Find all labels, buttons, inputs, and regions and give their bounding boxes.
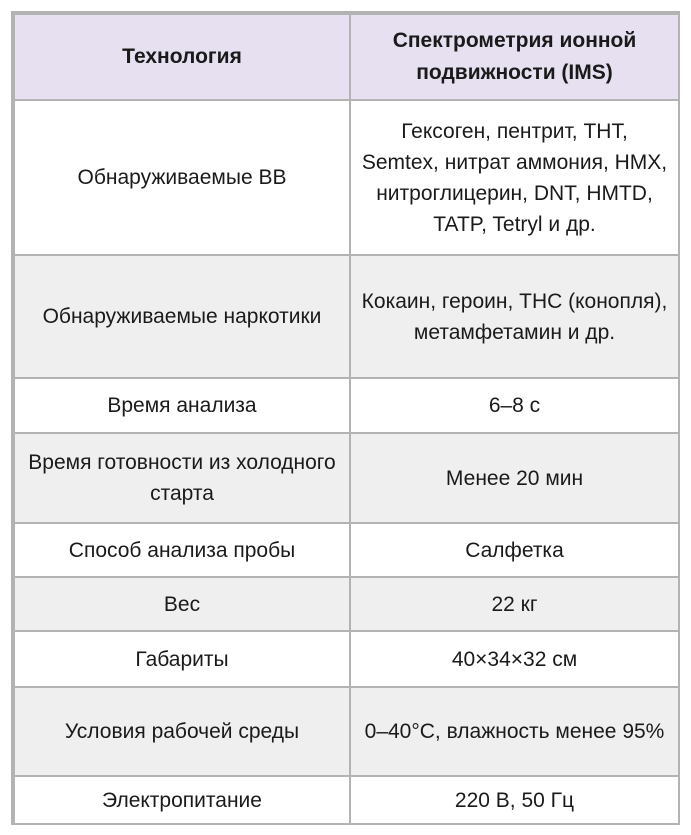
row-label: Электропитание: [14, 776, 350, 824]
row-label: Время анализа: [14, 378, 350, 433]
row-value: 220 В, 50 Гц: [350, 776, 679, 824]
row-label: Обнаруживаемые наркотики: [14, 255, 350, 378]
table-row: [14, 433, 679, 523]
spec-table: [13, 13, 680, 825]
row-label: Габариты: [14, 631, 350, 687]
row-label: Время готовности из холодного старта: [14, 433, 350, 523]
row-value: 22 кг: [350, 577, 679, 631]
row-label: Способ анализа пробы: [14, 523, 350, 577]
spec-table-container: [11, 11, 680, 825]
row-value: Салфетка: [350, 523, 679, 577]
row-value: Менее 20 мин: [350, 433, 679, 523]
row-label: Условия рабочей среды: [14, 687, 350, 776]
row-label: Вес: [14, 577, 350, 631]
header-ims: Спектрометрия ионной подвижности (IMS): [350, 14, 679, 100]
row-value: Кокаин, героин, THC (конопля), метамфетамин и др.: [350, 255, 679, 378]
row-value: 40×34×32 см: [350, 631, 679, 687]
table-row: [14, 577, 679, 631]
row-value: Гексоген, пентрит, ТНТ, Semtex, нитрат аммония, HMX, нитроглицерин, DNT, HMTD, TATP, Tetryl и др.: [350, 100, 679, 255]
header-technology: Технология: [14, 14, 350, 100]
table-row: [14, 776, 679, 824]
table-row: [14, 687, 679, 776]
row-value: 6–8 с: [350, 378, 679, 433]
table-row: [14, 100, 679, 255]
table-row: [14, 631, 679, 687]
table-row: [14, 255, 679, 378]
table-header-row: [14, 14, 679, 100]
table-row: [14, 523, 679, 577]
row-label: Обнаруживаемые ВВ: [14, 100, 350, 255]
row-value: 0–40°C, влажность менее 95%: [350, 687, 679, 776]
table-row: [14, 378, 679, 433]
